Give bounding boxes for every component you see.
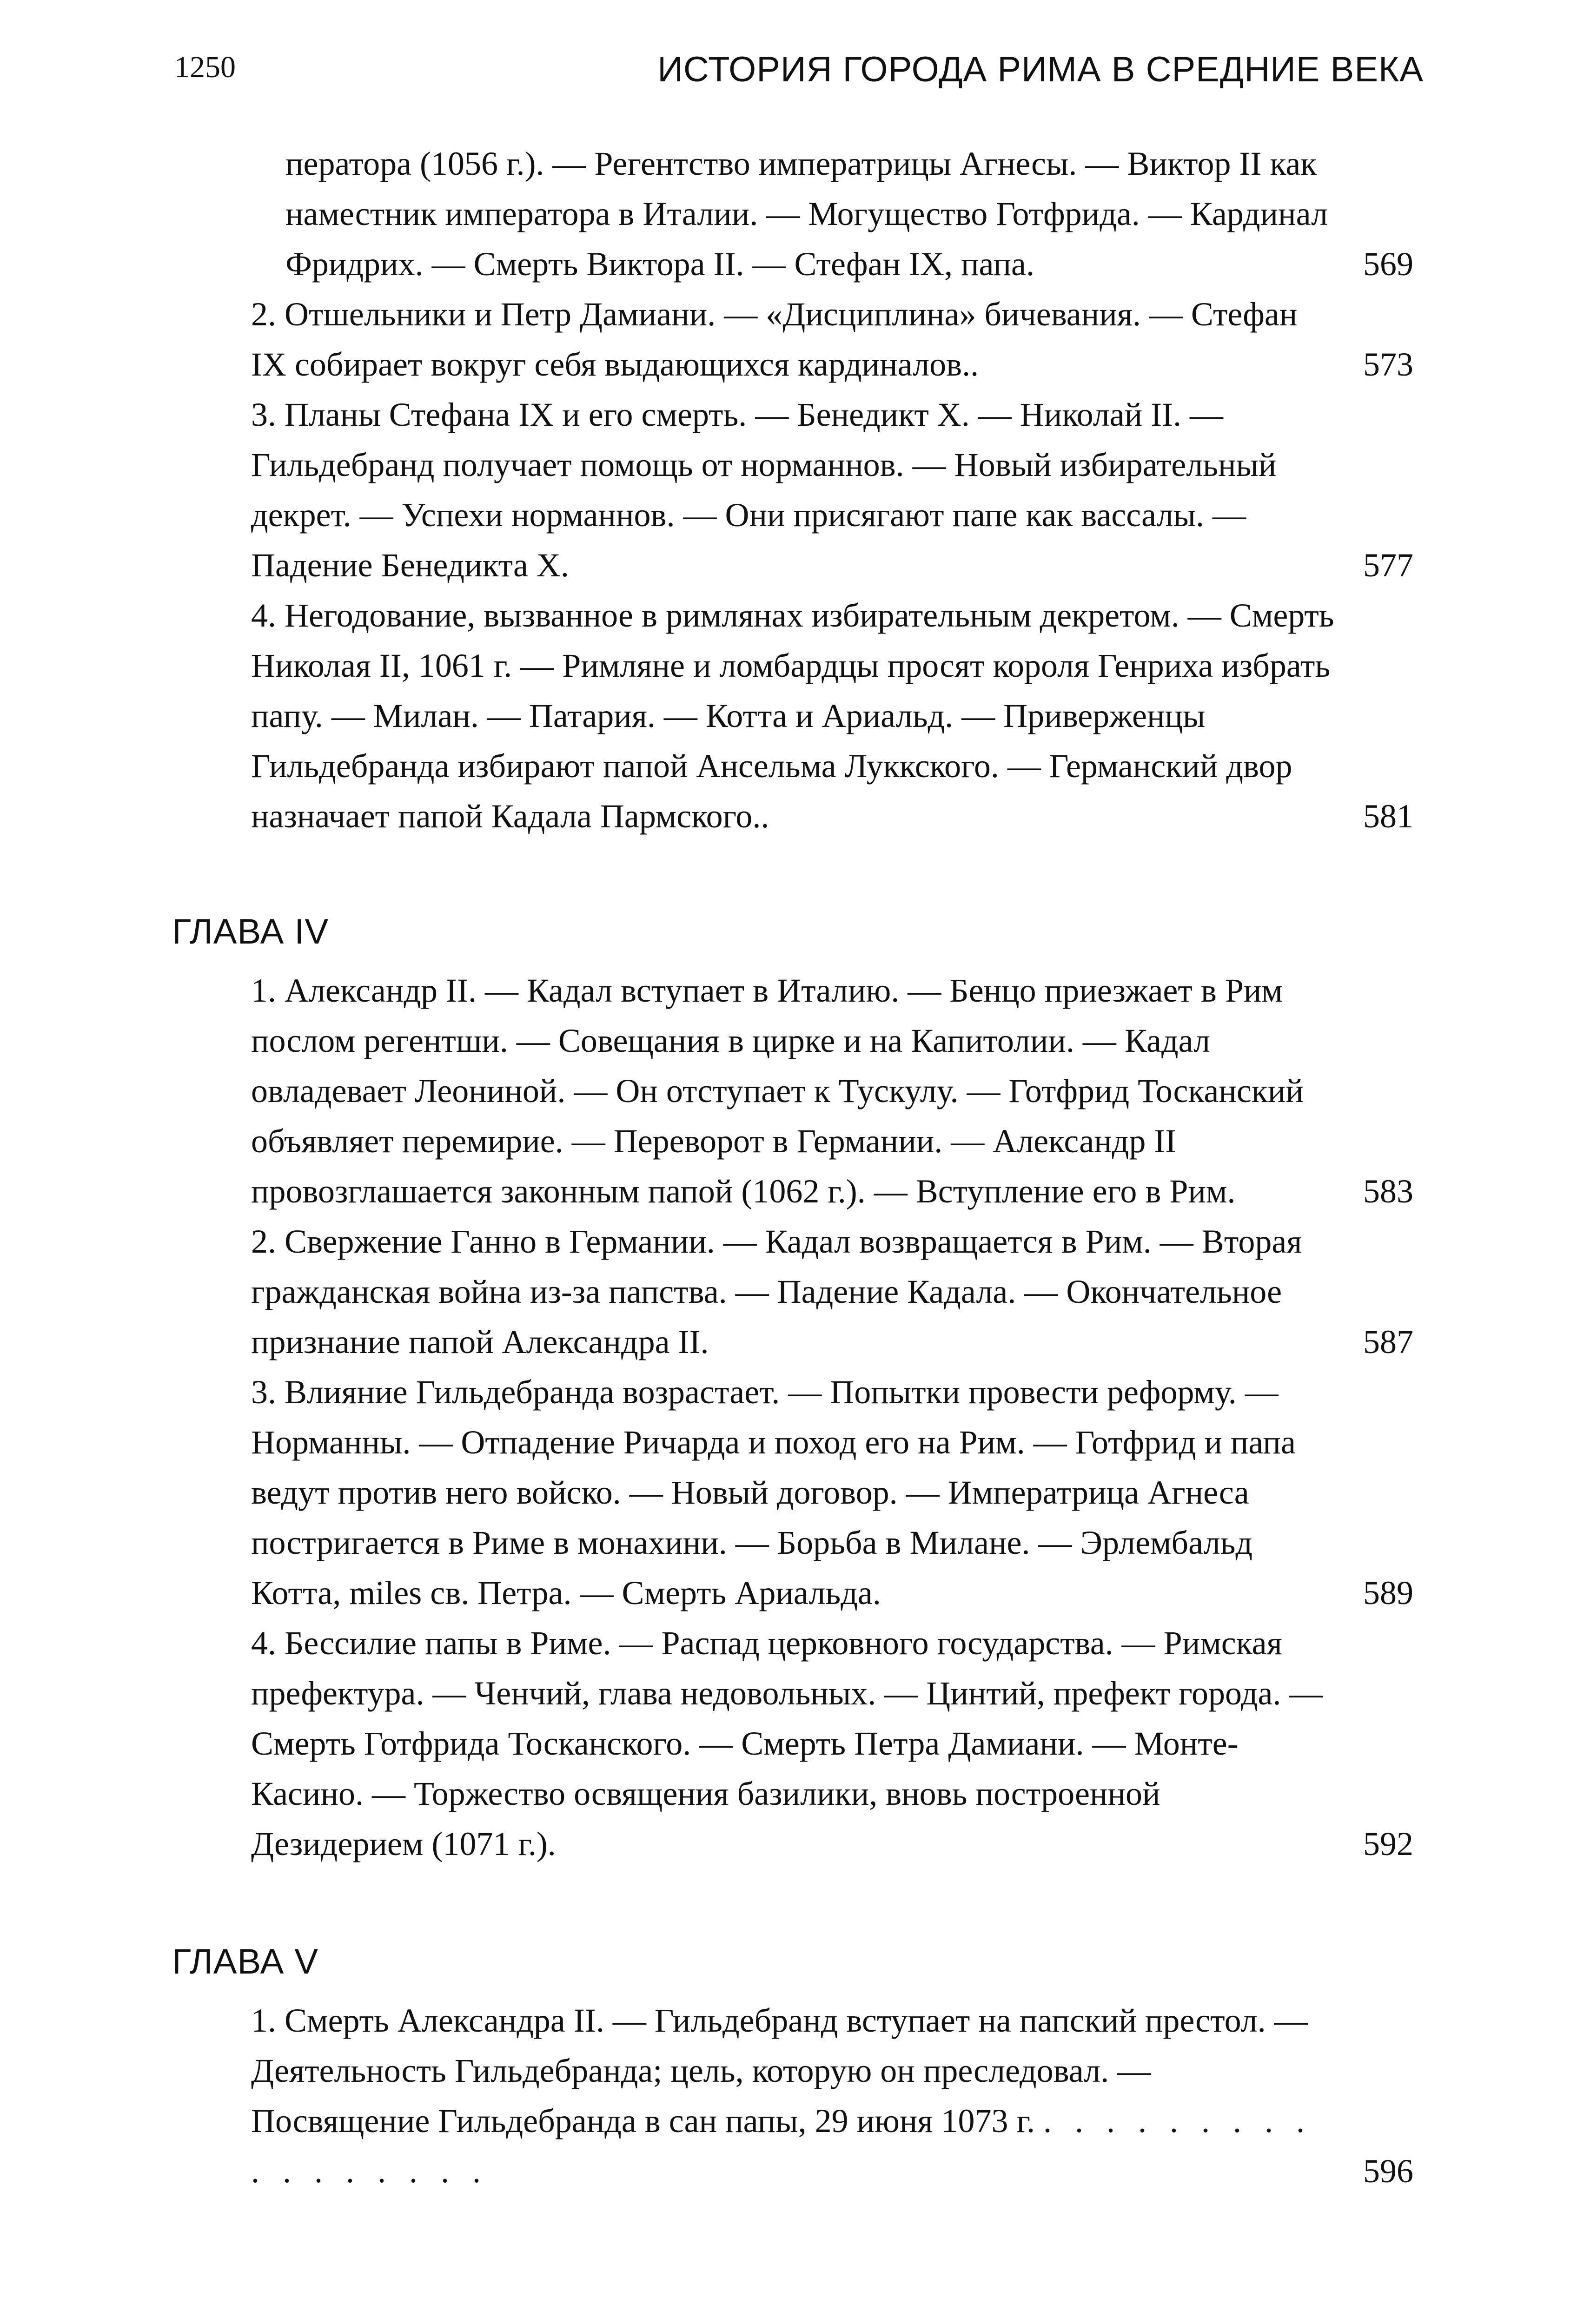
toc-page-ref: 581 xyxy=(1363,798,1413,835)
toc-entry-number: 4. xyxy=(251,1624,285,1662)
chapter-heading: ГЛАВА V xyxy=(172,1942,319,1981)
toc-page-ref: 592 xyxy=(1363,1825,1413,1862)
toc-page-ref: 587 xyxy=(1363,1323,1413,1360)
toc-entry xyxy=(251,1367,1423,1618)
toc-entry-text: Влияние Гильдебранда возрастает. — Попытки провести реформу. — Норманны. — Отпадение Ричарда и поход его на Рим. — Готфрид и папа ведут против него войско. — Новый договор. — Императрица Агнеса постригается в Риме в монахини. — Борьба в Милане. — Эрлембальд Котта, miles св. Петра. — Смерть Ариальда. xyxy=(251,1373,1296,1611)
dot-leader: . . . . . . . . . . . . . . . . . xyxy=(251,2102,1312,2190)
toc-entry-number: 2. xyxy=(251,296,285,333)
toc-entry xyxy=(251,390,1423,590)
toc-entry-text: Александр II. — Кадал вступает в Италию. — Бенцо приезжает в Рим послом регентши. — Совещания в цирке и на Капитолии. — Кадал овладевает Леониной. — Он отступает к Тускулу. — Готфрид Тосканский объявляет перемирие. — Переворот в Германии. — Александр II провозглашается законным папой (1062 г.). — Вступление его в Рим. xyxy=(251,972,1304,1210)
page-number: 1250 xyxy=(174,50,236,84)
toc-entry-number: 3. xyxy=(251,1373,285,1411)
toc-entry xyxy=(251,590,1423,841)
toc-entry-number: 1. xyxy=(251,2002,285,2039)
toc-entry xyxy=(251,1618,1423,1869)
toc-page-ref: 589 xyxy=(1363,1574,1413,1611)
toc-page-ref: 577 xyxy=(1363,547,1413,584)
toc-entry xyxy=(251,965,1423,1216)
toc-entry-number: 4. xyxy=(251,597,285,634)
toc-entry xyxy=(251,1216,1423,1367)
toc-entry xyxy=(251,289,1423,390)
toc-entry-continued xyxy=(285,139,1423,289)
toc-entry-number: 2. xyxy=(251,1223,285,1260)
toc-entry-text: Отшельники и Петр Дамиани. — «Дисциплина» бичевания. — Стефан IX собирает вокруг себя выдающихся кардиналов.. xyxy=(251,296,1298,383)
toc-entry-text: Бессилие папы в Риме. — Распад церковного государства. — Римская префектура. — Ченчий, глава недовольных. — Цинтий, префект города. — Смерть Готфрида Тосканского. — Смерть Петра Дамиани. — Монте-Касино. — Торжество освящения базилики, вновь построенной Дезидерием (1071 г.). xyxy=(251,1624,1323,1862)
toc-page-ref: 596 xyxy=(1363,2152,1413,2190)
running-title: ИСТОРИЯ ГОРОДА РИМА В СРЕДНИЕ ВЕКА xyxy=(657,50,1424,89)
chapter-heading: ГЛАВА IV xyxy=(172,912,329,951)
toc-page-ref: 569 xyxy=(1363,245,1413,283)
toc-entry-number: 1. xyxy=(251,972,285,1009)
toc-entry-text: Свержение Ганно в Германии. — Кадал возвращается в Рим. — Вторая гражданская война из-за папства. — Падение Кадала. — Окончательное признание папой Александра II. xyxy=(251,1223,1302,1360)
toc-entry-text: Смерть Александра II. — Гильдебранд вступает на папский престол. — Деятельность Гильдебранда; цель, которую он преследовал. — Посвящение Гильдебранда в сан папы, 29 июня 1073 г. xyxy=(251,2002,1308,2139)
toc-entry-number: 3. xyxy=(251,396,285,433)
toc-entry xyxy=(251,1995,1423,2196)
toc-entry-text: ператора (1056 г.). — Регентство императрицы Агнесы. — Виктор II как наместник императора в Италии. — Могущество Готфрида. — Кардинал Фридрих. — Смерть Виктора II. — Стефан IX, папа. xyxy=(285,145,1328,283)
table-of-contents xyxy=(172,139,1423,2196)
toc-page-ref: 573 xyxy=(1363,346,1413,383)
toc-entry-text: Негодование, вызванное в римлянах избирательным декретом. — Смерть Николая II, 1061 г. — Римляне и ломбардцы просят короля Генриха избрать папу. — Милан. — Патария. — Котта и Ариальд. — Приверженцы Гильдебранда избирают папой Ансельма Луккского. — Германский двор назначает папой Кадала Пармского.. xyxy=(251,597,1334,835)
toc-entry-text: Планы Стефана IX и его смерть. — Бенедикт X. — Николай II. — Гильдебранд получает помощь от норманнов. — Новый избирательный декрет. — Успехи норманнов. — Они присягают папе как вассалы. — Падение Бенедикта X. xyxy=(251,396,1277,584)
toc-page-ref: 583 xyxy=(1363,1173,1413,1210)
